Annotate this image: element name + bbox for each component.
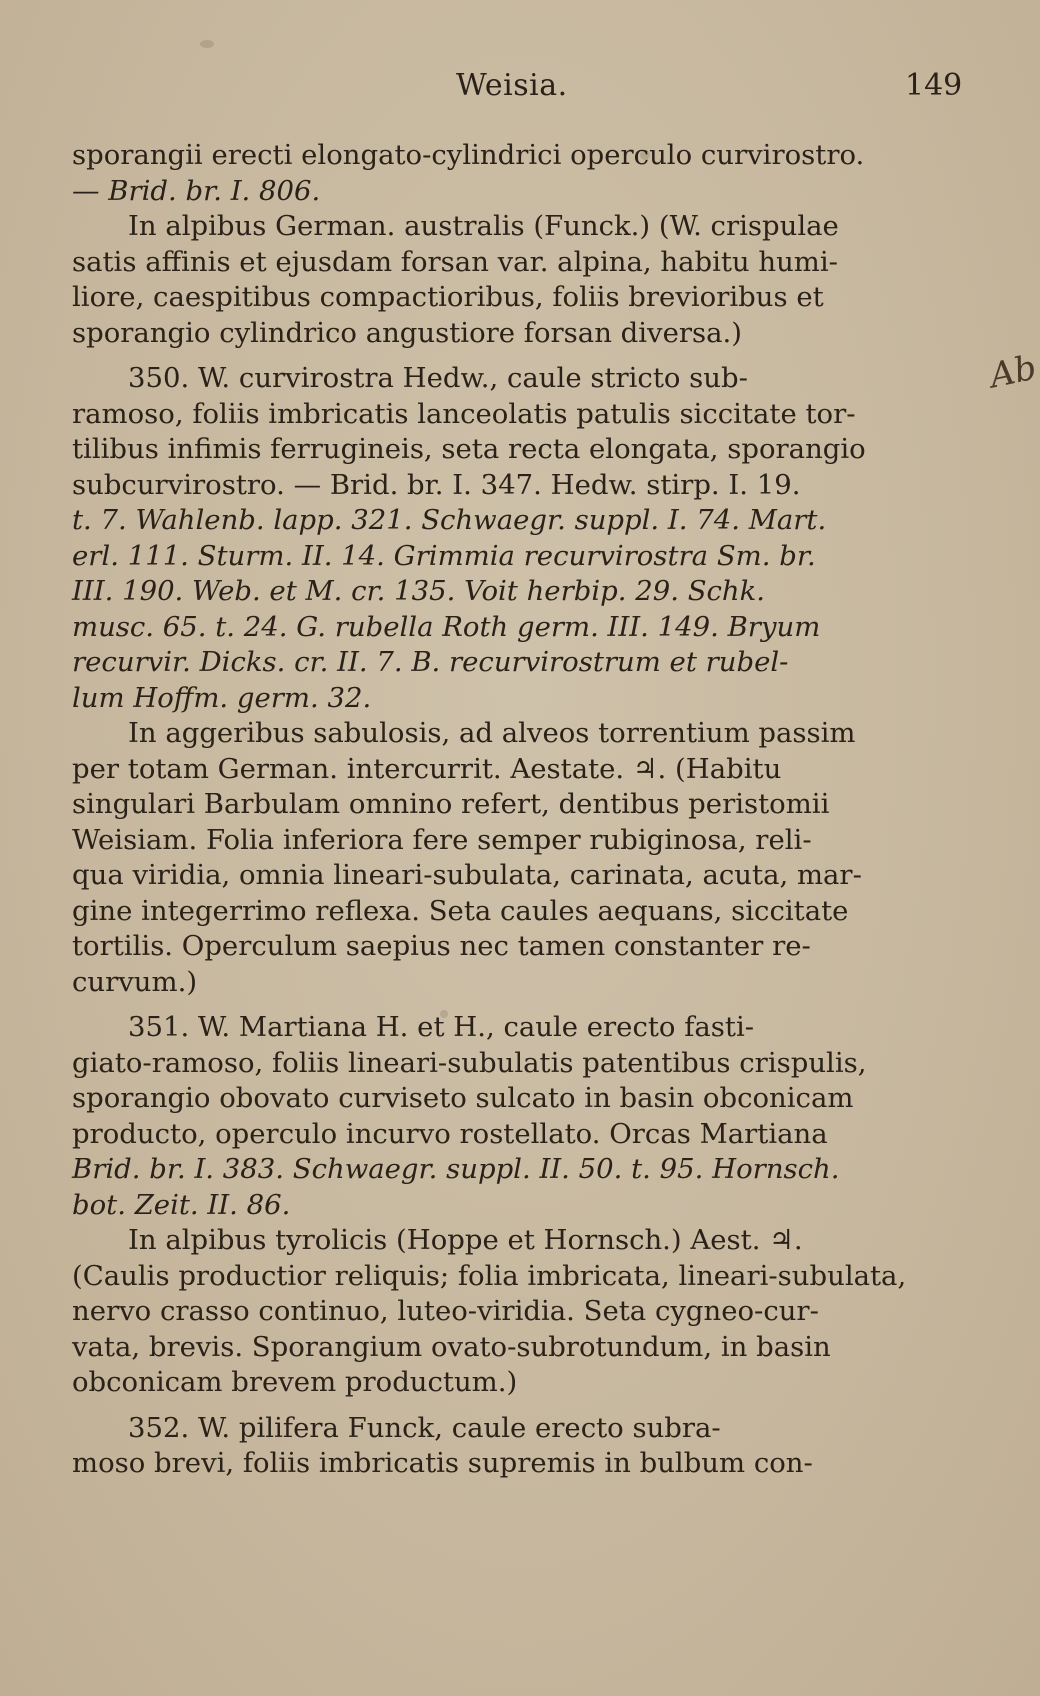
page-number: 149 xyxy=(905,68,963,103)
text-line: sporangio obovato curviseto sulcato in basin obconicam xyxy=(72,1082,854,1114)
entry-heading-352: 352. W. pilifera Funck, caule erecto subra- xyxy=(128,1411,721,1444)
text-line: gine integerrimo reflexa. Seta caules aequans, siccitate xyxy=(72,894,849,927)
text-line: recurvir. Dicks. cr. II. 7. B. recurvirostrum et rubel- xyxy=(72,646,789,678)
text-line: In alpibus German. australis (Funck.) (W. crispulae xyxy=(128,210,839,242)
text-line: sporangio cylindrico angustiore forsan diversa.) xyxy=(72,316,742,349)
text-line: In alpibus tyrolicis (Hoppe et Hornsch.) Aest. ♃. xyxy=(128,1224,803,1256)
text-line: singulari Barbulam omnino refert, dentibus peristomii xyxy=(72,788,830,820)
page-header xyxy=(0,64,1028,104)
margin-annotation: Ab xyxy=(986,347,1040,397)
text-line: tortilis. Operculum saepius nec tamen constanter re- xyxy=(72,930,811,962)
text-line: giato-ramoso, foliis lineari-subulatis patentibus crispulis, xyxy=(72,1046,867,1079)
entry-heading-351: 351. W. Martiana H. et H., caule erecto fasti- xyxy=(128,1011,755,1043)
text-line: tilibus infimis ferrugineis, seta recta elongata, sporangio xyxy=(72,433,866,465)
text-line: ramoso, foliis imbricatis lanceolatis patulis siccitate tor- xyxy=(72,397,856,430)
entry-heading-350: 350. W. curvirostra Hedw., caule stricto sub- xyxy=(128,362,748,394)
running-title: Weisia. xyxy=(456,68,568,103)
text-line: Weisiam. Folia inferiora fere semper rubiginosa, reli- xyxy=(72,823,812,856)
text-line: III. 190. Web. et M. cr. 135. Voit herbip. 29. Schk. xyxy=(72,575,766,607)
text-line: sporangii erecti elongato-cylindrici operculo curvirostro. xyxy=(72,139,865,171)
text-line: t. 7. Wahlenb. lapp. 321. Schwaegr. suppl. I. 74. Mart. xyxy=(72,504,827,536)
text-line: In aggeribus sabulosis, ad alveos torrentium passim xyxy=(128,717,856,749)
text-line: liore, caespitibus compactioribus, foliis brevioribus et xyxy=(72,281,824,313)
text-line: producto, operculo incurvo rostellato. Orcas Martiana xyxy=(72,1117,828,1150)
text-line: moso brevi, foliis imbricatis supremis in bulbum con- xyxy=(72,1447,813,1479)
text-line: qua viridia, omnia lineari-subulata, carinata, acuta, mar- xyxy=(72,859,862,891)
text-line: (Caulis productior reliquis; folia imbricata, lineari-subulata, xyxy=(72,1259,907,1292)
text-line: erl. 111. Sturm. II. 14. Grimmia recurvirostra Sm. br. xyxy=(72,539,816,572)
text-line: bot. Zeit. II. 86. xyxy=(72,1188,291,1221)
text-line: musc. 65. t. 24. G. rubella Roth germ. III. 149. Bryum xyxy=(72,610,821,643)
text-body xyxy=(72,138,960,1482)
text-line: — Brid. br. I. 806. xyxy=(72,174,321,207)
text-line: Brid. br. I. 383. Schwaegr. suppl. II. 50. t. 95. Hornsch. xyxy=(72,1153,840,1185)
text-line: subcurvirostro. — Brid. br. I. 347. Hedw. stirp. I. 19. xyxy=(72,468,801,501)
text-line: nervo crasso continuo, luteo-viridia. Seta cygneo-cur- xyxy=(72,1295,819,1327)
text-line: per totam German. intercurrit. Aestate. ♃. (Habitu xyxy=(72,752,782,785)
text-line: satis affinis et ejusdam forsan var. alpina, habitu humi- xyxy=(72,245,838,278)
text-line: vata, brevis. Sporangium ovato-subrotundum, in basin xyxy=(72,1330,831,1363)
text-line: obconicam brevem productum.) xyxy=(72,1366,518,1398)
text-line: curvum.) xyxy=(72,965,198,998)
text-line: lum Hoffm. germ. 32. xyxy=(72,681,372,714)
